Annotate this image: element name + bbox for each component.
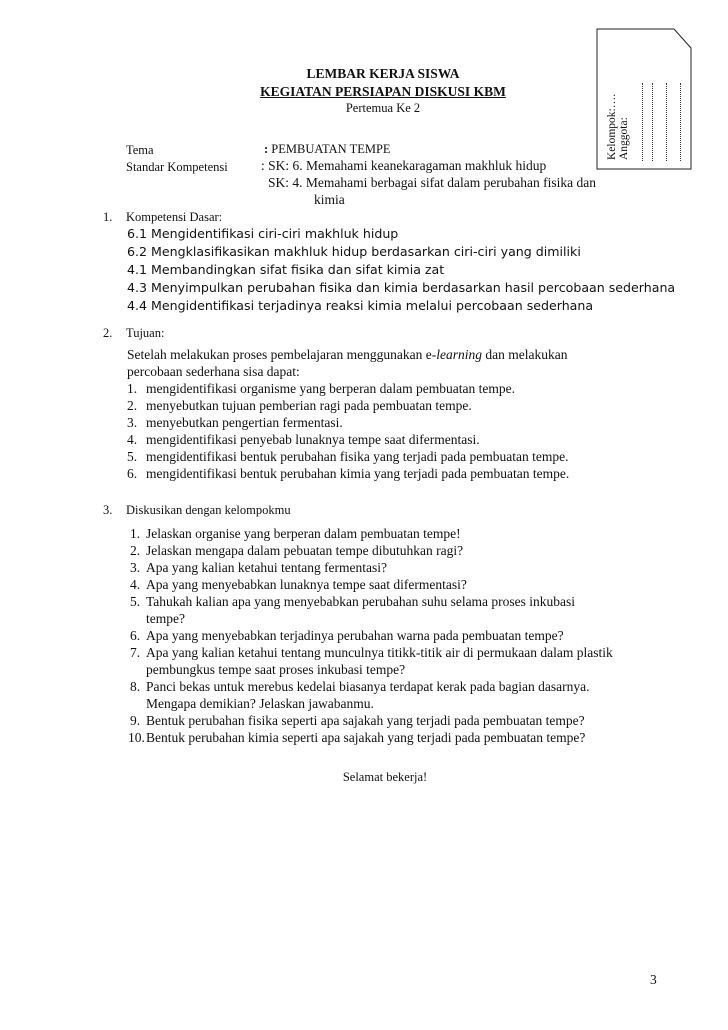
kelompok-label: Kelompok:…. xyxy=(606,93,618,160)
diskusi-question: Bentuk perubahan fisika seperti apa sajakah yang terjadi pada pembuatan tempe? xyxy=(146,713,585,728)
section-2-heading: Tujuan: xyxy=(126,326,165,340)
tema-label: Tema xyxy=(126,143,154,157)
tujuan-number: 6. xyxy=(127,466,138,481)
section-3-number: 3. xyxy=(103,503,113,517)
anggota-blank-3 xyxy=(666,83,667,161)
diskusi-question: Apa yang menyebabkan lunaknya tempe saat difermentasi? xyxy=(146,577,467,592)
anggota-blank-4 xyxy=(680,83,681,161)
kd-item: 6.1 Mengidentifikasi ciri-ciri makhluk hidup xyxy=(127,226,399,241)
diskusi-number: 4. xyxy=(130,577,141,592)
tujuan-number: 5. xyxy=(127,449,138,464)
tujuan-text: mengidentifikasi bentuk perubahan kimia yang terjadi pada pembuatan tempe. xyxy=(146,466,570,481)
diskusi-question: Apa yang kalian ketahui tentang fermentasi? xyxy=(146,560,388,575)
diskusi-number: 8. xyxy=(130,679,141,694)
sk-label: Standar Kompetensi xyxy=(126,160,228,174)
tujuan-intro-a: Setelah melakukan proses pembelajaran menggunakan e- xyxy=(127,347,437,362)
sk-line-2: SK: 4. Memahami berbagai sifat dalam perubahan fisika dan xyxy=(268,175,597,190)
section-1-heading: Kompetensi Dasar: xyxy=(126,210,223,224)
tujuan-text: menyebutkan tujuan pemberian ragi pada pembuatan tempe. xyxy=(146,398,472,413)
kd-item: 4.3 Menyimpulkan perubahan fisika dan kimia berdasarkan hasil percobaan sederhana xyxy=(127,280,676,295)
tujuan-intro-line-1 xyxy=(127,347,568,363)
worksheet-title: LEMBAR KERJA SISWA xyxy=(306,66,460,81)
meeting-number: Pertemua Ke 2 xyxy=(345,101,421,115)
diskusi-question: Tahukah kalian apa yang menyebabkan perubahan suhu selama proses inkubasi xyxy=(146,594,576,609)
tema-value: PEMBUATAN TEMPE xyxy=(271,142,391,156)
diskusi-number: 9. xyxy=(130,713,141,728)
tujuan-number: 2. xyxy=(127,398,138,413)
tujuan-intro-line-2: percobaan sederhana sisa dapat: xyxy=(127,364,300,379)
sk-line-2-cont: kimia xyxy=(314,192,345,207)
tujuan-text: menyebutkan pengertian fermentasi. xyxy=(146,415,343,430)
section-3-heading: Diskusikan dengan kelompokmu xyxy=(126,503,291,517)
tujuan-text: mengidentifikasi organisme yang berperan dalam pembuatan tempe. xyxy=(146,381,516,396)
diskusi-question: Apa yang kalian ketahui tentang munculnya titikk-titik air di permukaan dalam plastik xyxy=(146,645,613,660)
diskusi-question: Jelaskan organise yang berperan dalam pembuatan tempe! xyxy=(146,526,461,541)
page-number: 3 xyxy=(650,972,657,987)
tujuan-text: mengidentifikasi penyebab lunaknya tempe saat difermentasi. xyxy=(146,432,480,447)
anggota-blank-2 xyxy=(652,83,653,161)
tujuan-text: mengidentifikasi bentuk perubahan fisika yang terjadi pada pembuatan tempe. xyxy=(146,449,569,464)
tujuan-number: 1. xyxy=(127,381,138,396)
diskusi-question: Bentuk perubahan kimia seperti apa sajakah yang terjadi pada pembuatan tempe? xyxy=(146,730,586,745)
tujuan-number: 4. xyxy=(127,432,138,447)
diskusi-question-cont: pembungkus tempe saat proses inkubasi tempe? xyxy=(146,662,406,677)
tujuan-number: 3. xyxy=(127,415,138,430)
anggota-label: Anggota: xyxy=(618,117,630,160)
section-2-number: 2. xyxy=(103,326,113,340)
diskusi-number: 5. xyxy=(130,594,141,609)
diskusi-number: 7. xyxy=(130,645,141,660)
group-box xyxy=(596,28,692,170)
closing-text: Selamat bekerja! xyxy=(342,770,428,784)
sk-line-1: : SK: 6. Memahami keanekaragaman makhluk hidup xyxy=(261,158,547,173)
diskusi-question-cont: Mengapa demikian? Jelaskan jawabanmu. xyxy=(146,696,374,711)
worksheet-subtitle: KEGIATAN PERSIAPAN DISKUSI KBM xyxy=(260,84,506,99)
diskusi-question: Apa yang menyebabkan terjadinya perubahan warna pada pembuatan tempe? xyxy=(146,628,564,643)
tema-colon: : xyxy=(264,142,269,156)
kd-item: 6.2 Mengklasifikasikan makhluk hidup berdasarkan ciri-ciri yang dimiliki xyxy=(127,244,581,259)
section-1-number: 1. xyxy=(103,210,113,224)
diskusi-number: 3. xyxy=(130,560,141,575)
diskusi-question: Jelaskan mengapa dalam pebuatan tempe dibutuhkan ragi? xyxy=(146,543,464,558)
diskusi-question-cont: tempe? xyxy=(146,611,185,626)
kd-item: 4.1 Membandingkan sifat fisika dan sifat kimia zat xyxy=(127,262,445,277)
kd-item: 4.4 Mengidentifikasi terjadinya reaksi kimia melalui percobaan sederhana xyxy=(127,298,594,313)
diskusi-number: 2. xyxy=(130,543,141,558)
diskusi-number: 6. xyxy=(130,628,141,643)
diskusi-question: Panci bekas untuk merebus kedelai biasanya terdapat kerak pada bagian dasarnya. xyxy=(146,679,590,694)
diskusi-number: 10. xyxy=(128,730,145,745)
tujuan-intro-b: dan melakukan xyxy=(482,347,568,362)
diskusi-number: 1. xyxy=(130,526,141,541)
anggota-blank-1 xyxy=(642,83,643,161)
tujuan-intro-em: learning xyxy=(436,347,483,362)
